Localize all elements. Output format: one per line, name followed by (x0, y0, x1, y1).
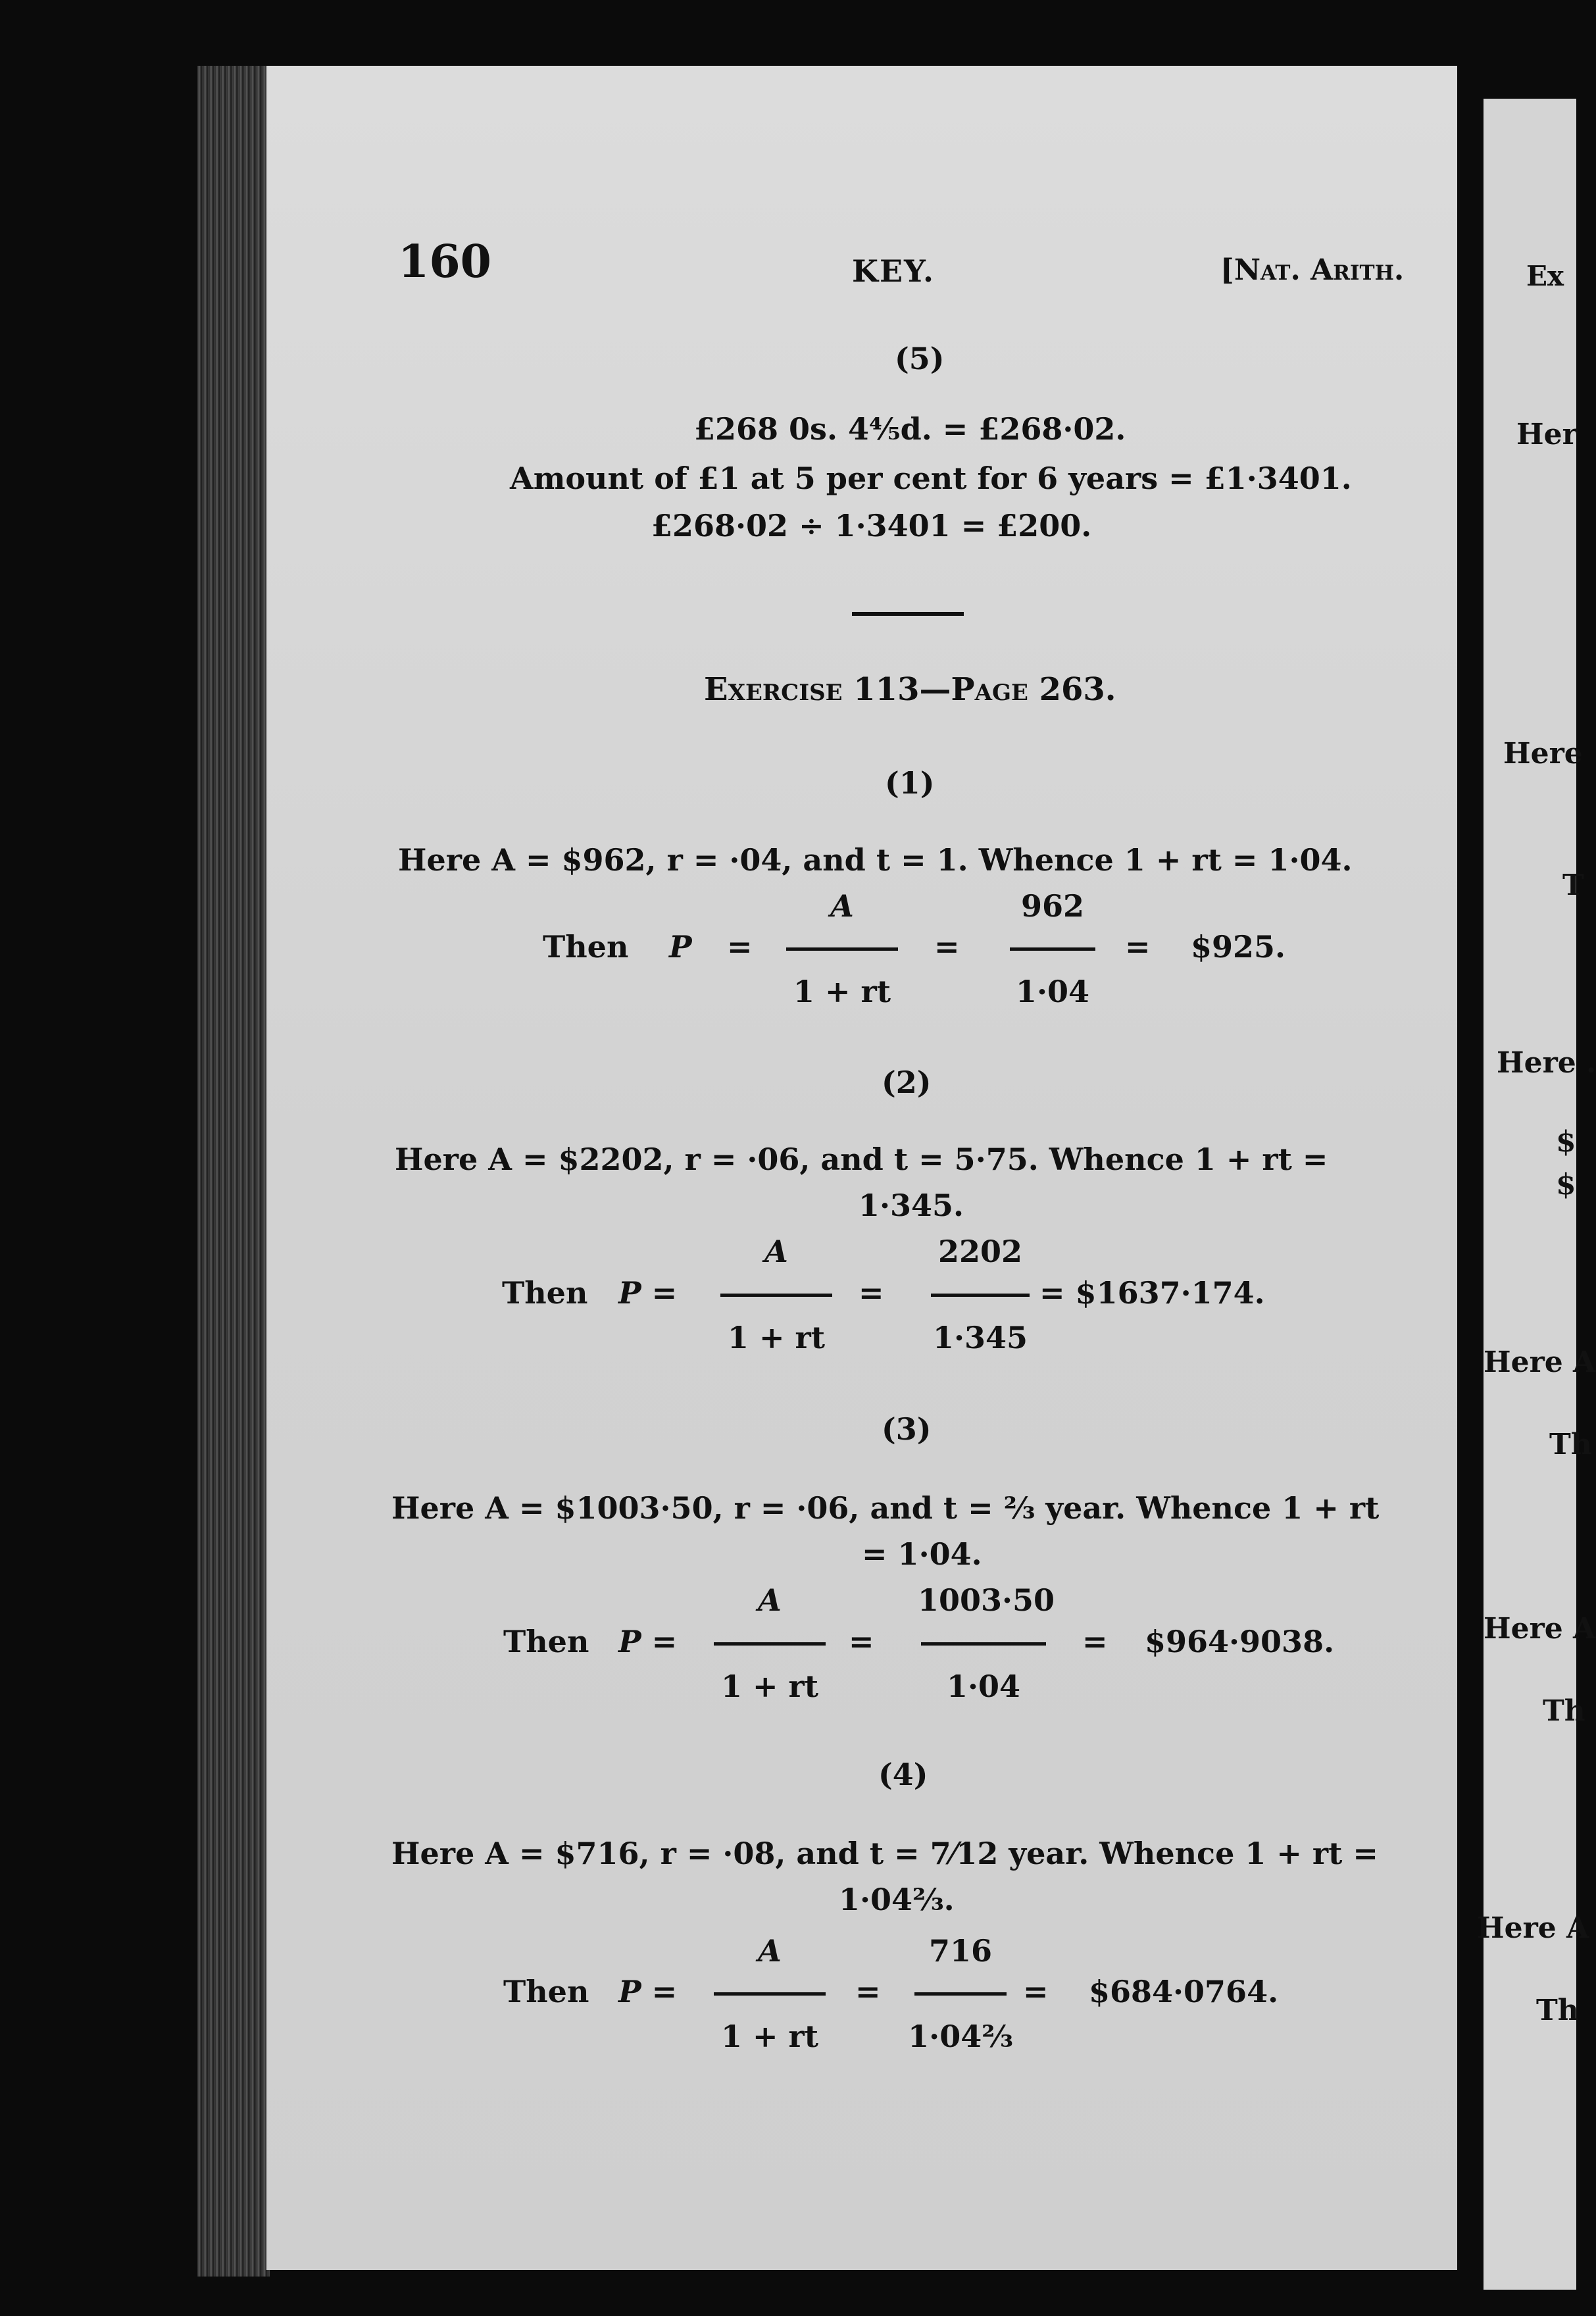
fragment-text: Here A (1484, 1612, 1596, 1646)
fragment-text: Th (1549, 1428, 1592, 1461)
facing-page-fragment (1477, 99, 1596, 2290)
fragment-text: $ (1556, 1168, 1576, 1201)
fraction-denominator: 1 + rt (793, 974, 891, 1009)
result-value: $925. (1191, 929, 1286, 965)
page-number: 160 (398, 236, 491, 288)
variable-p: P = (618, 1974, 678, 2009)
fraction-bar (1010, 947, 1095, 951)
equals-sign: = (934, 929, 960, 965)
fraction-bar (914, 1992, 1007, 1996)
then-label: Then (543, 929, 629, 965)
fraction-denominator: 1·04⅔ (908, 2019, 1013, 2054)
variable-p: P = (618, 1275, 678, 1311)
then-label: Then (503, 1624, 589, 1659)
fraction-denominator: 1·345 (932, 1320, 1028, 1355)
fragment-text: Her (1516, 418, 1578, 451)
fraction-numerator: A (758, 1933, 782, 1969)
text-line: Here A = $716, r = ·08, and t = 7⁄12 year. Whence 1 + rt = (391, 1836, 1378, 1871)
fragment-text: Here A (1484, 1346, 1596, 1379)
text-line: 1·345. (859, 1188, 964, 1223)
section-divider (852, 612, 964, 616)
equals-sign: = (1125, 929, 1151, 965)
problem-label: (4) (878, 1757, 928, 1792)
fraction-numerator: 716 (928, 1933, 993, 1969)
problem-label: (1) (885, 765, 935, 801)
result-value: $684·0764. (1089, 1974, 1279, 2009)
text-line: Here A = $1003·50, r = ·06, and t = ⅔ year. Whence 1 + rt (391, 1490, 1380, 1526)
book-page (266, 66, 1457, 2270)
fraction-denominator: 1 + rt (720, 2019, 819, 2054)
equals-sign: = (1082, 1624, 1108, 1659)
fraction-numerator: 1003·50 (918, 1582, 1055, 1618)
page-stack-edges (197, 66, 270, 2277)
problem-label: (2) (882, 1065, 932, 1100)
variable-p: P = (618, 1624, 678, 1659)
text-line: = 1·04. (862, 1536, 982, 1572)
equals-sign: = (855, 1974, 881, 2009)
fragment-text: Th (1543, 1694, 1585, 1728)
equals-sign: = (859, 1275, 884, 1311)
result-value: = $1637·174. (1039, 1275, 1265, 1311)
fraction-bar (714, 1992, 826, 1996)
fraction-numerator: A (764, 1234, 788, 1269)
result-value: $964·9038. (1145, 1624, 1335, 1659)
fraction-denominator: 1 + rt (727, 1320, 826, 1355)
exercise-heading: Exercise 113—Page 263. (704, 671, 1116, 708)
fraction-numerator: 2202 (937, 1234, 1023, 1269)
text-line: Amount of £1 at 5 per cent for 6 years = £1·3401. (510, 461, 1352, 496)
fragment-text: $ (1556, 1125, 1576, 1159)
fragment-text: T (1562, 868, 1584, 902)
text-line: Here A = $962, r = ·04, and t = 1. Whence 1 + rt = 1·04. (398, 842, 1353, 878)
text-line: £268 0s. 4⅘d. = £268·02. (694, 411, 1126, 447)
problem-label: (3) (882, 1411, 932, 1447)
variable-p: P (669, 929, 692, 965)
then-label: Then (503, 1974, 589, 2009)
problem-label: (5) (895, 341, 945, 376)
fraction-bar (921, 1642, 1046, 1646)
fraction-numerator: A (830, 888, 854, 924)
fraction-bar (720, 1294, 832, 1297)
fraction-denominator: 1·04 (946, 1669, 1021, 1704)
fraction-denominator: 1 + rt (720, 1669, 819, 1704)
text-line: £268·02 ÷ 1·3401 = £200. (651, 508, 1092, 543)
text-line: 1·04⅔. (839, 1882, 955, 1917)
fraction-bar (786, 947, 898, 951)
fragment-text: Ex (1526, 260, 1564, 292)
fraction-bar (714, 1642, 826, 1646)
text-line: Here A = $2202, r = ·06, and t = 5·75. Whence 1 + rt = (395, 1142, 1328, 1177)
page-title: KEY. (852, 253, 935, 289)
fragment-text: Here A (1477, 1911, 1589, 1945)
fragment-text: Here . (1497, 1046, 1596, 1080)
fragment-text: Here (1503, 737, 1583, 770)
fraction-numerator: A (758, 1582, 782, 1618)
running-head: [Nat. Arith. (1220, 253, 1405, 287)
equals-sign: = (727, 929, 753, 965)
fraction-denominator: 1·04 (1015, 974, 1090, 1009)
then-label: Then (502, 1275, 588, 1311)
fragment-text: Th (1536, 1994, 1579, 2027)
equals-sign: = (849, 1624, 874, 1659)
equals-sign: = (1023, 1974, 1049, 2009)
fraction-numerator: 962 (1020, 888, 1085, 924)
fraction-bar (931, 1294, 1030, 1297)
